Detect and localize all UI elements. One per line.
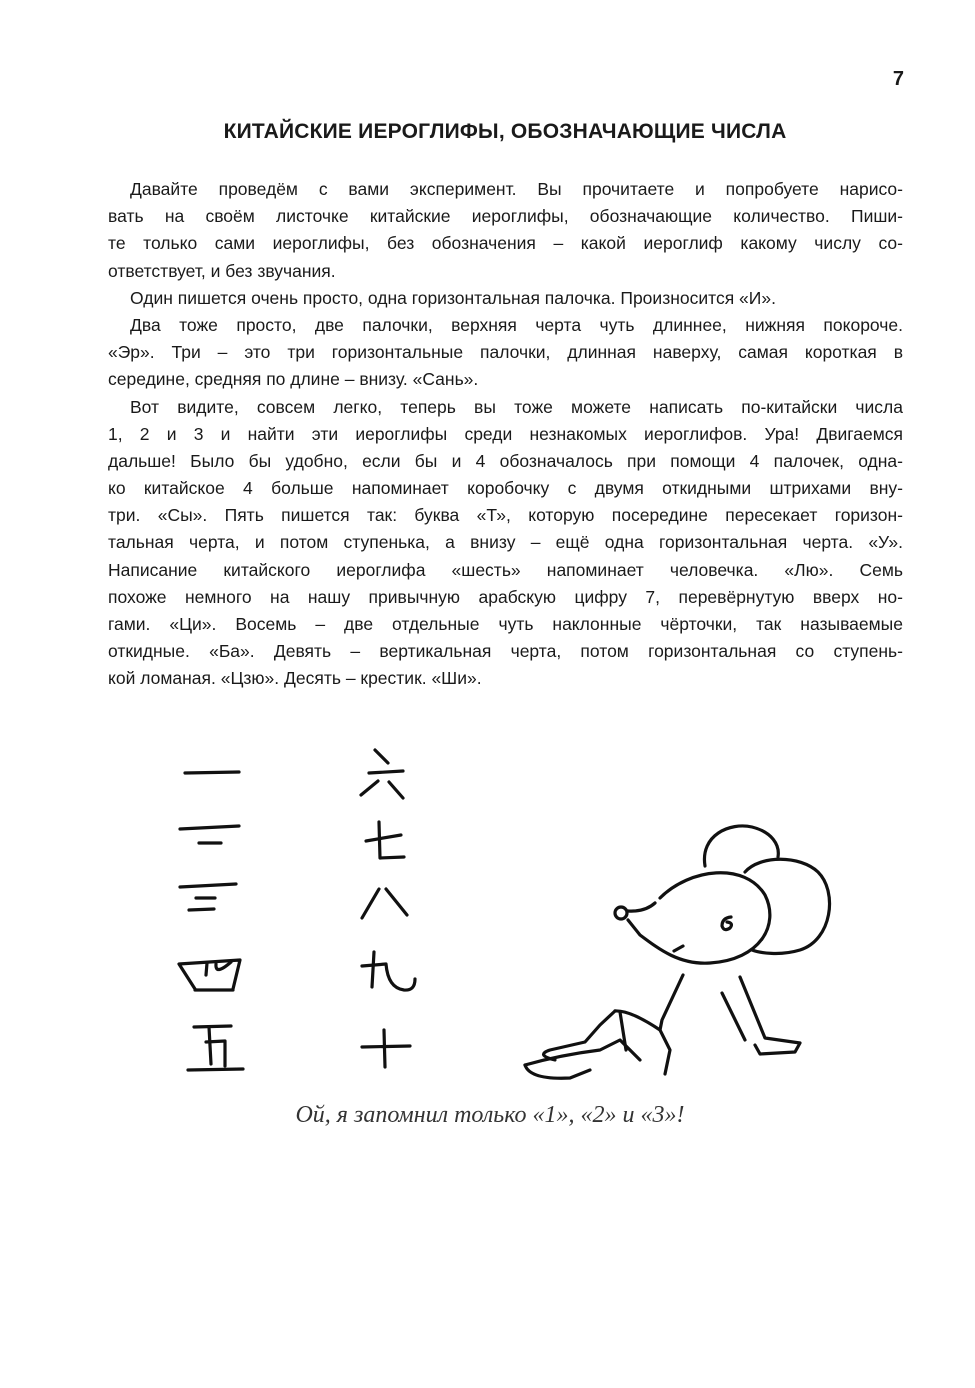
hieroglyph-six xyxy=(361,750,403,798)
text-line: три. «Сы». Пять пишется так: буква «Т», которую посередине пересекает горизон- xyxy=(108,505,903,526)
text-line: гами. «Ци». Восемь – две отдельные чуть наклонные чёрточки, так называемые xyxy=(108,614,903,634)
hieroglyph-two xyxy=(180,826,239,843)
text-line: Давайте проведём с вами эксперимент. Вы прочитаете и попробуете нарисо- xyxy=(130,179,903,199)
hieroglyph-four xyxy=(179,960,240,990)
text-line: ко китайское 4 больше напоминает коробочку с двумя откидными штрихами вну- xyxy=(108,478,903,499)
text-line: Написание китайского иероглифа «шесть» напоминает человечка. «Лю». Семь xyxy=(108,559,903,580)
text-line: вать на своём листочке китайские иероглифы, обозначающие количество. Пиши- xyxy=(108,206,903,227)
hieroglyph-nine xyxy=(362,952,415,990)
hieroglyph-ten xyxy=(362,1030,410,1067)
hieroglyph-seven xyxy=(366,822,404,858)
text-line: 1, 2 и 3 и найти эти иероглифы среди незнакомых иероглифов. Ура! Двигаемся xyxy=(108,423,903,444)
mouse-drawing xyxy=(525,826,830,1078)
page-number: 7 xyxy=(892,68,904,90)
text-line: дальше! Было бы удобно, если бы и 4 обозначалось при помощи 4 палочек, одна- xyxy=(108,450,903,471)
text-line: ответствует, и без звучания. xyxy=(108,260,336,281)
text-line: откидные. «Ба». Девять – вертикальная черта, потом горизонтальная со ступень- xyxy=(108,641,903,662)
text-line: Один пишется очень просто, одна горизонтальная палочка. Произносится «И». xyxy=(130,287,776,308)
text-line: Вот видите, совсем легко, теперь вы тоже можете написать по-китайски числа xyxy=(130,396,903,417)
illustration-caption: Ой, я запомнил только «1», «2» и «3»! xyxy=(295,1102,685,1128)
text-line: те только сами иероглифы, без обозначения – какой иероглиф какому числу со- xyxy=(108,233,903,254)
hieroglyph-one xyxy=(185,772,239,773)
text-line: Два тоже просто, две палочки, верхняя черта чуть длиннее, нижняя покороче. xyxy=(130,314,903,335)
hieroglyph-five xyxy=(188,1026,243,1070)
hieroglyph-three xyxy=(180,884,236,910)
text-line: похоже немного на нашу привычную арабскую цифру 7, перевёрнутую вверх но- xyxy=(108,586,903,607)
page-title: КИТАЙСКИЕ ИЕРОГЛИФЫ, ОБОЗНАЧАЮЩИЕ ЧИСЛА xyxy=(223,120,787,143)
hieroglyph-eight xyxy=(362,889,407,918)
text-line: «Эр». Три – это три горизонтальные палочки, длинная наверху, самая короткая в xyxy=(108,342,903,363)
text-line: середине, средняя по длине – внизу. «Сань». xyxy=(108,369,479,390)
text-line: тальная черта, и потом ступенька, а внизу – ещё одна горизонтальная черта. «У». xyxy=(108,532,903,553)
text-line: кой ломаная. «Цзю». Десять – крестик. «Ши». xyxy=(108,668,482,689)
